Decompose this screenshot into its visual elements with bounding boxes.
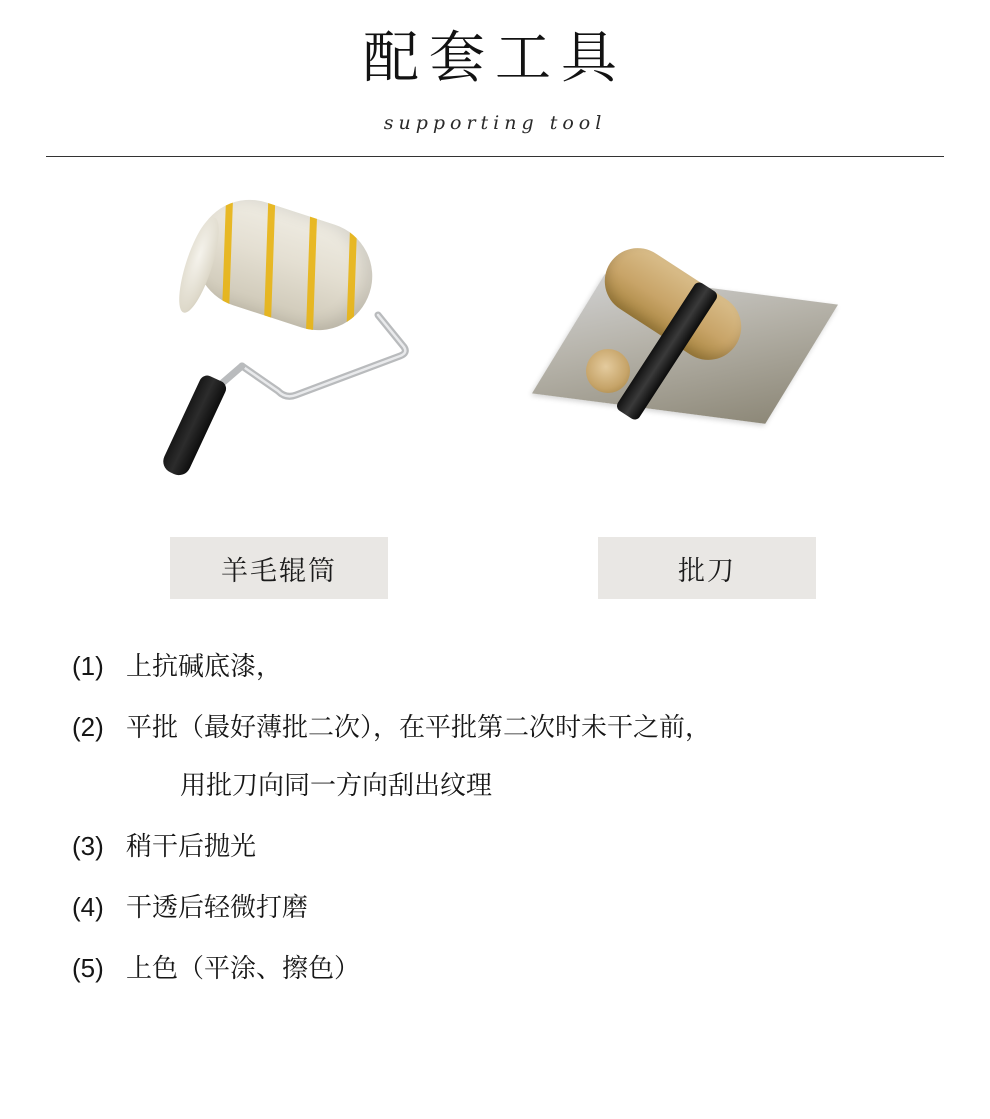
trowel-icon: [520, 199, 880, 529]
step-text: 上色（平涂、擦色）: [126, 952, 361, 983]
list-item: [72, 951, 920, 986]
step-text-line1: 平批（最好薄批二次），在平批第二次时未干之前，: [126, 712, 712, 743]
step-number: (2): [72, 712, 104, 743]
step-number: (4): [72, 891, 104, 922]
page-header: [0, 0, 990, 157]
product-caption: 羊毛辊筒: [170, 537, 388, 599]
roller-frame-icon: [146, 199, 476, 529]
product-gallery: [0, 199, 990, 619]
page-subtitle: supporting tool: [383, 112, 607, 135]
product-caption: 批刀: [598, 537, 816, 599]
paint-roller-icon: [128, 199, 488, 529]
header-divider: [46, 156, 944, 157]
step-text: 稍干后抛光: [126, 830, 257, 861]
list-item: [72, 890, 920, 925]
step-number: (3): [72, 830, 104, 861]
page-title: 配套工具: [363, 26, 627, 89]
trowel-illustration: [550, 249, 850, 499]
list-item: [72, 649, 920, 684]
instruction-list: [0, 649, 990, 986]
list-item: [72, 829, 920, 864]
step-text-line2: 用批刀向同一方向刮出纹理: [180, 769, 493, 800]
product-card-wool-roller: [128, 199, 488, 599]
list-item: [72, 710, 920, 802]
roller-illustration: [146, 199, 476, 529]
product-card-putty-knife: [520, 199, 880, 599]
step-text: 上抗碱底漆，: [126, 651, 283, 682]
step-text: [126, 710, 920, 802]
step-number: (1): [72, 651, 104, 682]
step-text: 干透后轻微打磨: [126, 891, 309, 922]
step-number: (5): [72, 952, 104, 983]
